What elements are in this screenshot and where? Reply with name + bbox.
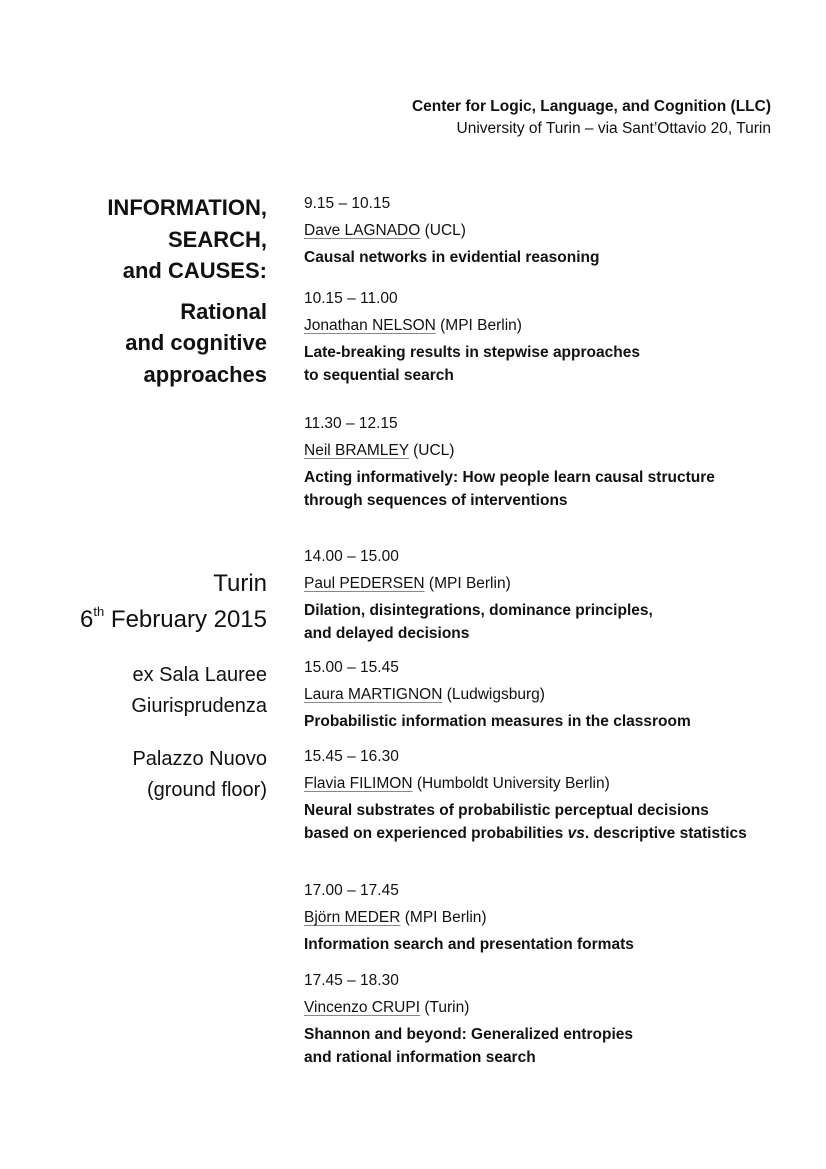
event-title-line: and CAUSES: <box>122 258 267 283</box>
talk-title-line: Late-breaking results in stepwise approaches <box>304 344 640 361</box>
date-suffix: th <box>93 604 105 619</box>
talk-title-line: Shannon and beyond: Generalized entropies <box>304 1026 633 1043</box>
talk-time: 10.15 – 11.00 <box>304 290 398 307</box>
speaker-affiliation: (UCL) <box>420 222 466 239</box>
organization-name: Center for Logic, Language, and Cognition (LLC) <box>411 98 771 115</box>
talk-speaker <box>304 908 804 928</box>
talk-title-line: Acting informatively: How people learn causal structure <box>304 469 715 486</box>
talk-title <box>304 800 804 845</box>
talk-title-line <box>304 823 804 846</box>
speaker-name: Jonathan NELSON <box>304 317 436 334</box>
talk-time: 15.45 – 16.30 <box>304 748 399 765</box>
talk-time: 9.15 – 10.15 <box>304 195 391 212</box>
speaker-affiliation: (UCL) <box>408 442 455 459</box>
talk-speaker <box>304 998 804 1018</box>
talk-item <box>304 414 804 512</box>
talk-item <box>304 289 804 387</box>
talk-title <box>304 342 804 387</box>
talk-speaker <box>304 441 804 461</box>
venue-line: ex Sala Lauree <box>132 664 267 686</box>
event-location-date <box>80 566 267 638</box>
title-text: based on experienced probabilities <box>304 824 568 842</box>
speaker-affiliation: (Ludwigsburg) <box>442 686 545 703</box>
talk-item <box>304 658 804 734</box>
talk-item <box>304 881 804 957</box>
speaker-affiliation: (MPI Berlin) <box>435 317 522 334</box>
event-city: Turin <box>213 570 267 597</box>
event-subtitle-line: and cognitive <box>125 330 267 355</box>
speaker-affiliation: (MPI Berlin) <box>424 575 511 592</box>
speaker-affiliation: (Turin) <box>420 999 470 1016</box>
event-subtitle-line: approaches <box>143 361 267 387</box>
speaker-name: Neil BRAMLEY <box>304 442 409 459</box>
event-title-block <box>107 192 267 390</box>
talk-title-line: Neural substrates of probabilistic perceptual decisions <box>304 802 709 819</box>
talk-item <box>304 547 804 645</box>
talk-speaker <box>304 685 804 705</box>
talk-title-line: and delayed decisions <box>304 624 470 642</box>
talk-speaker <box>304 574 804 594</box>
event-title <box>107 192 267 287</box>
title-emphasis: vs <box>567 824 585 842</box>
talk-title <box>304 600 804 645</box>
title-text: . descriptive statistics <box>584 824 747 842</box>
organization-address: University of Turin – via Sant’Ottavio 20, Turin <box>456 120 771 137</box>
venue-line: (ground floor) <box>146 779 267 801</box>
talk-speaker <box>304 221 804 241</box>
talk-title-line: Probabilistic information measures in the classroom <box>304 713 691 730</box>
talk-item <box>304 747 804 845</box>
talk-title-line: Information search and presentation formats <box>304 936 634 953</box>
event-subtitle <box>107 296 267 391</box>
header <box>412 96 771 140</box>
event-title-line: SEARCH, <box>167 226 267 252</box>
talk-item <box>304 971 804 1069</box>
talk-speaker <box>304 774 804 794</box>
talk-time: 14.00 – 15.00 <box>304 548 399 565</box>
speaker-name: Vincenzo CRUPI <box>304 999 421 1016</box>
speaker-name: Flavia FILIMON <box>304 775 413 792</box>
talk-title <box>304 1024 804 1069</box>
talk-title-line: through sequences of interventions <box>304 491 568 509</box>
talk-title <box>304 467 804 512</box>
talk-title <box>304 934 804 957</box>
talk-title-line: to sequential search <box>304 366 454 384</box>
speaker-affiliation: (Humboldt University Berlin) <box>412 775 610 792</box>
talk-time: 17.00 – 17.45 <box>304 882 399 899</box>
talk-time: 17.45 – 18.30 <box>304 972 399 989</box>
event-subtitle-line: Rational <box>180 298 267 324</box>
venue-building <box>132 744 267 806</box>
speaker-name: Paul PEDERSEN <box>304 575 425 592</box>
talk-item <box>304 194 804 270</box>
speaker-name: Björn MEDER <box>304 909 401 926</box>
venue-line: Palazzo Nuovo <box>132 748 267 770</box>
venue-line: Giurisprudenza <box>131 695 267 717</box>
venue-room <box>131 660 267 722</box>
speaker-name: Dave LAGNADO <box>304 222 421 239</box>
date-month-year: February 2015 <box>104 606 267 633</box>
talk-speaker <box>304 316 804 336</box>
event-title-line: INFORMATION, <box>107 195 267 220</box>
date-day: 6 <box>80 606 94 633</box>
talk-title-line: and rational information search <box>304 1048 536 1066</box>
talk-title-line: Dilation, disintegrations, dominance principles, <box>304 602 653 619</box>
talk-title-line: Causal networks in evidential reasoning <box>304 249 600 266</box>
talk-time: 11.30 – 12.15 <box>304 415 398 432</box>
speaker-affiliation: (MPI Berlin) <box>400 909 487 926</box>
speaker-name: Laura MARTIGNON <box>304 686 443 703</box>
talk-title <box>304 711 804 734</box>
talk-time: 15.00 – 15.45 <box>304 659 399 676</box>
talk-title <box>304 247 804 270</box>
event-date <box>80 602 267 638</box>
